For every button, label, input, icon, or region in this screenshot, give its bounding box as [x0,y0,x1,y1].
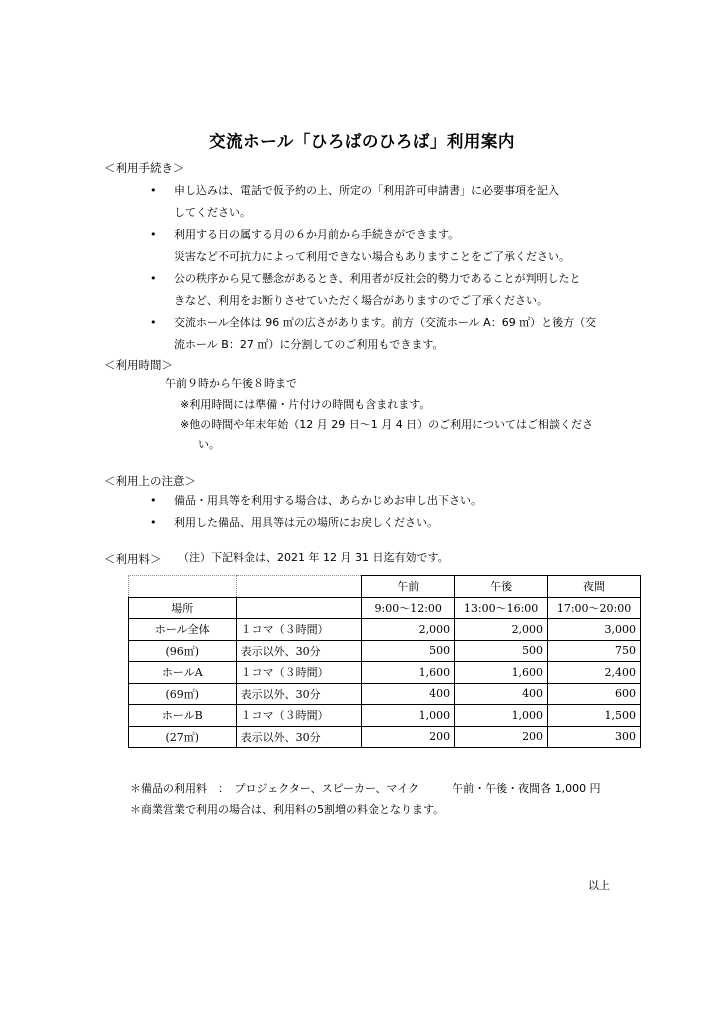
table-row [129,640,641,662]
bullet-icon: • [150,516,157,529]
fee-cell: 1,000 [362,705,455,727]
unit-cell: １コマ（３時間） [236,662,362,684]
list-item [150,512,630,534]
fee-cell: 3,000 [548,619,641,641]
period-time-evening: 17:00～20:00 [548,597,641,619]
hours-note-2: ※他の時間や年末年始（12 月 29 日～1 月 4 日）のご利用についてはご相談くださ [180,418,593,431]
fee-cell: 1,600 [362,662,455,684]
fee-cell: 500 [455,640,548,662]
fee-cell: 200 [362,726,455,748]
table-cell-empty [129,576,237,598]
list-item [150,312,630,356]
hours-note-2-cont: い。 [198,438,220,451]
list-item-line: 災害など不可抗力によって利用できない場合もありますことをご了承ください。 [174,250,570,263]
fee-cell: 400 [455,683,548,705]
table-cell-empty [236,597,362,619]
unit-cell: 表示以外、30分 [236,640,362,662]
period-name-morning: 午前 [362,576,455,598]
period-time-morning: 9:00～12:00 [362,597,455,619]
closing-mark: 以上 [588,879,610,892]
list-item [150,180,630,224]
procedures-list [150,180,630,356]
list-item-line: 交流ホール全体は 96 ㎡の広さがあります。前方（交流ホール A：69 ㎡）と後方（交 [174,316,597,329]
footnote-commercial: ＊商業営業で利用の場合は、利用料の5割増の料金となります。 [130,803,445,816]
place-header: 場所 [129,597,237,619]
page-title: 交流ホール「ひろばのひろば」利用案内 [209,132,515,151]
fee-table [128,575,641,748]
list-item-line: 申し込みは、電話で仮予約の上、所定の「利用許可申請書」に必要事項を記入 [174,184,559,197]
list-item-line: 公の秩序から見て懸念があるとき、利用者が反社会的勢力であることが判明したと [174,272,581,285]
hours-note-1: ※利用時間には準備・片付けの時間も含まれます。 [180,398,431,411]
fee-cell: 400 [362,683,455,705]
hours-main: 午前９時から午後８時まで [165,377,297,390]
cautions-heading: ＜利用上の注意＞ [104,474,196,488]
table-row [129,576,641,598]
list-item [150,490,630,512]
unit-cell: １コマ（３時間） [236,705,362,727]
fee-cell: 2,000 [455,619,548,641]
list-item-text: 備品・用具等を利用する場合は、あらかじめお申し出下さい。 [174,494,482,507]
place-cell: (96㎡) [129,640,237,662]
bullet-icon: • [150,228,157,241]
place-cell: ホールA [129,662,237,684]
fee-cell: 300 [548,726,641,748]
period-name-evening: 夜間 [548,576,641,598]
fees-validity-note: （注）下記料金は、2021 年 12 月 31 日迄有効です。 [178,551,449,564]
list-item-line: 利用する日の属する月の６か月前から手続きができます。 [174,228,460,241]
unit-cell: 表示以外、30分 [236,726,362,748]
hours-heading: ＜利用時間＞ [104,358,173,372]
list-item [150,268,630,312]
period-name-afternoon: 午後 [455,576,548,598]
fee-cell: 2,000 [362,619,455,641]
table-row [129,597,641,619]
fee-cell: 500 [362,640,455,662]
bullet-icon: • [150,184,157,197]
fee-cell: 600 [548,683,641,705]
fee-cell: 1,000 [455,705,548,727]
table-row [129,619,641,641]
table-row [129,662,641,684]
place-cell: ホールB [129,705,237,727]
table-row [129,705,641,727]
fees-heading: ＜利用料＞ [104,552,162,566]
list-item-line: してください。 [174,206,251,219]
unit-cell: 表示以外、30分 [236,683,362,705]
fee-cell: 200 [455,726,548,748]
list-item-line: 流ホール B：27 ㎡）に分割してのご利用もできます。 [174,338,444,351]
table-row [129,726,641,748]
fee-cell: 2,400 [548,662,641,684]
place-cell: (27㎡) [129,726,237,748]
bullet-icon: • [150,494,157,507]
unit-cell: １コマ（３時間） [236,619,362,641]
list-item-text: 利用した備品、用具等は元の場所にお戻しください。 [174,516,438,529]
place-cell: (69㎡) [129,683,237,705]
place-cell: ホール全体 [129,619,237,641]
list-item-line: きなど、利用をお断りさせていただく場合がありますのでご了承ください。 [174,294,548,307]
period-time-afternoon: 13:00～16:00 [455,597,548,619]
fee-cell: 750 [548,640,641,662]
procedures-heading: ＜利用手続き＞ [104,161,185,175]
bullet-icon: • [150,316,157,329]
table-row [129,683,641,705]
fee-cell: 1,600 [455,662,548,684]
bullet-icon: • [150,272,157,285]
fee-cell: 1,500 [548,705,641,727]
list-item [150,224,630,268]
cautions-list [150,490,630,534]
table-cell-empty [236,576,362,598]
footnote-equipment: ＊備品の利用料 ： プロジェクター、スピーカー、マイク 午前・午後・夜間各 1,000 円 [130,782,601,795]
